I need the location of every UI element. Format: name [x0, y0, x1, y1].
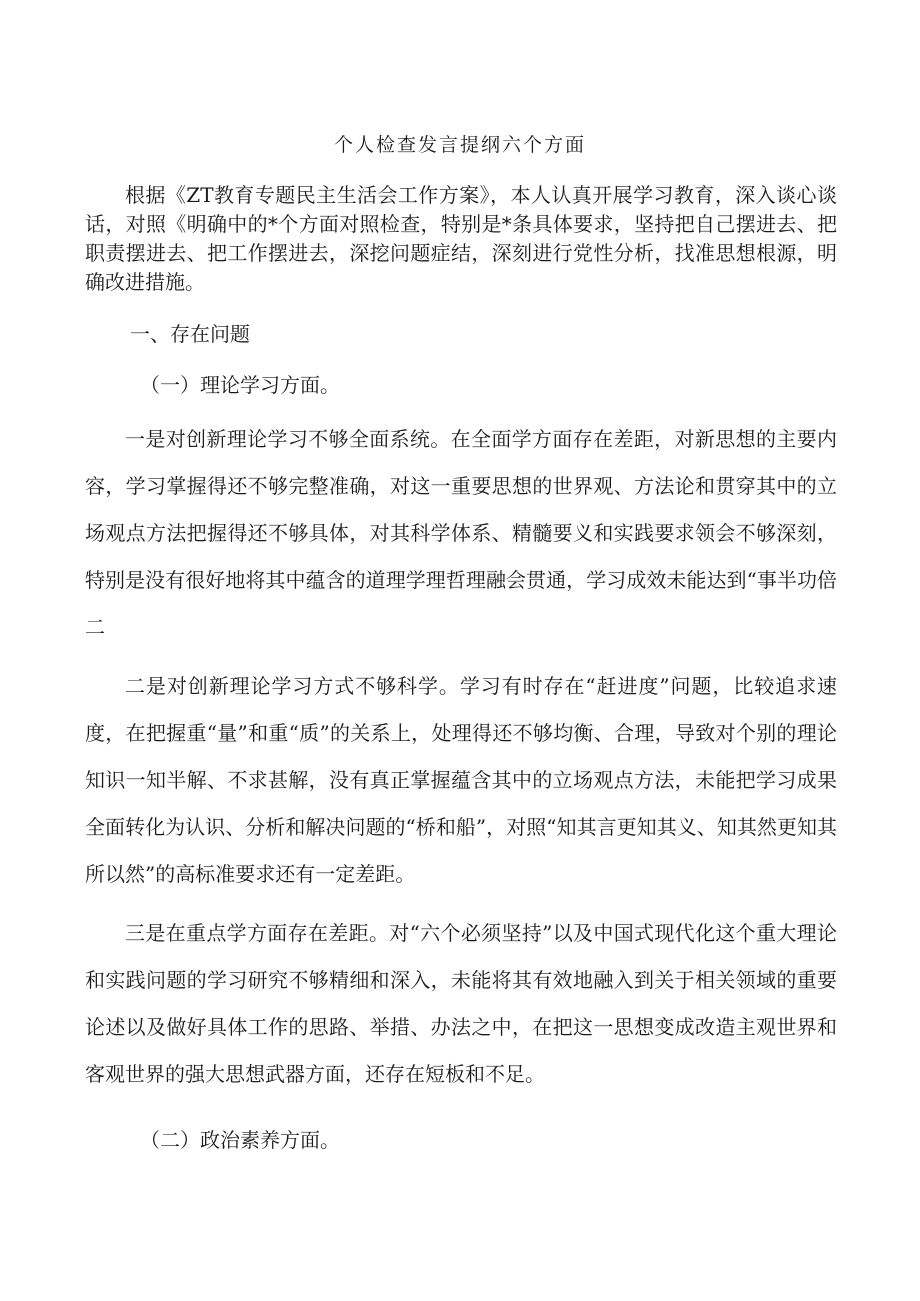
paragraph-first-point: 一是对创新理论学习不够全面系统。在全面学方面存在差距，对新思想的主要内容，学习掌握得还不够完整准确，对这一重要思想的世界观、方法论和贯穿其中的立场观点方法把握得还不够具体，对其科学体系、精髓要义和实践要求领会不够深刻，特别是没有很好地将其中蕴含的道理学理哲理融会贯通，学习成效未能达到“事半功倍二 [85, 427, 837, 639]
document-title: 个人检查发言提纲六个方面 [333, 134, 586, 156]
paragraph-second-point: 二是对创新理论学习方式不够科学。学习有时存在“赶进度”问题，比较追求速度，在把握重“量”和重“质”的关系上，处理得还不够均衡、合理，导致对个别的理论知识一知半解、不求甚解，没有真正掌握蕴含其中的立场观点方法，未能把学习成果全面转化为认识、分析和解决问题的“桥和船”，对照“知其言更知其义、知其然更知其所以然”的高标准要求还有一定差距。 [85, 674, 837, 886]
paragraph-third-point: 三是在重点学方面存在差距。对“六个必须坚持”以及中国式现代化这个重大理论和实践问题的学习研究不够精细和深入，未能将其有效地融入到关于相关领域的重要论述以及做好具体工作的思路、举措、办法之中，在把这一思想变成改造主观世界和客观世界的强大思想武器方面，还存在短板和不足。 [85, 921, 837, 1086]
subsection-heading-theory-study: （一）理论学习方面。 [140, 373, 340, 397]
subsection-heading-political-quality: （二）政治素养方面。 [140, 1128, 340, 1152]
section-heading-problems: 一、存在问题 [130, 322, 250, 346]
intro-paragraph: 根据《ZT教育专题民主生活会工作方案》，本人认真开展学习教育，深入谈心谈话，对照《明确中的*个方面对照检查，特别是*条具体要求，坚持把自己摆进去、把职责摆进去、把工作摆进去，深挖问题症结，深刻进行党性分析，找准思想根源，明确改进措施。 [85, 183, 837, 294]
